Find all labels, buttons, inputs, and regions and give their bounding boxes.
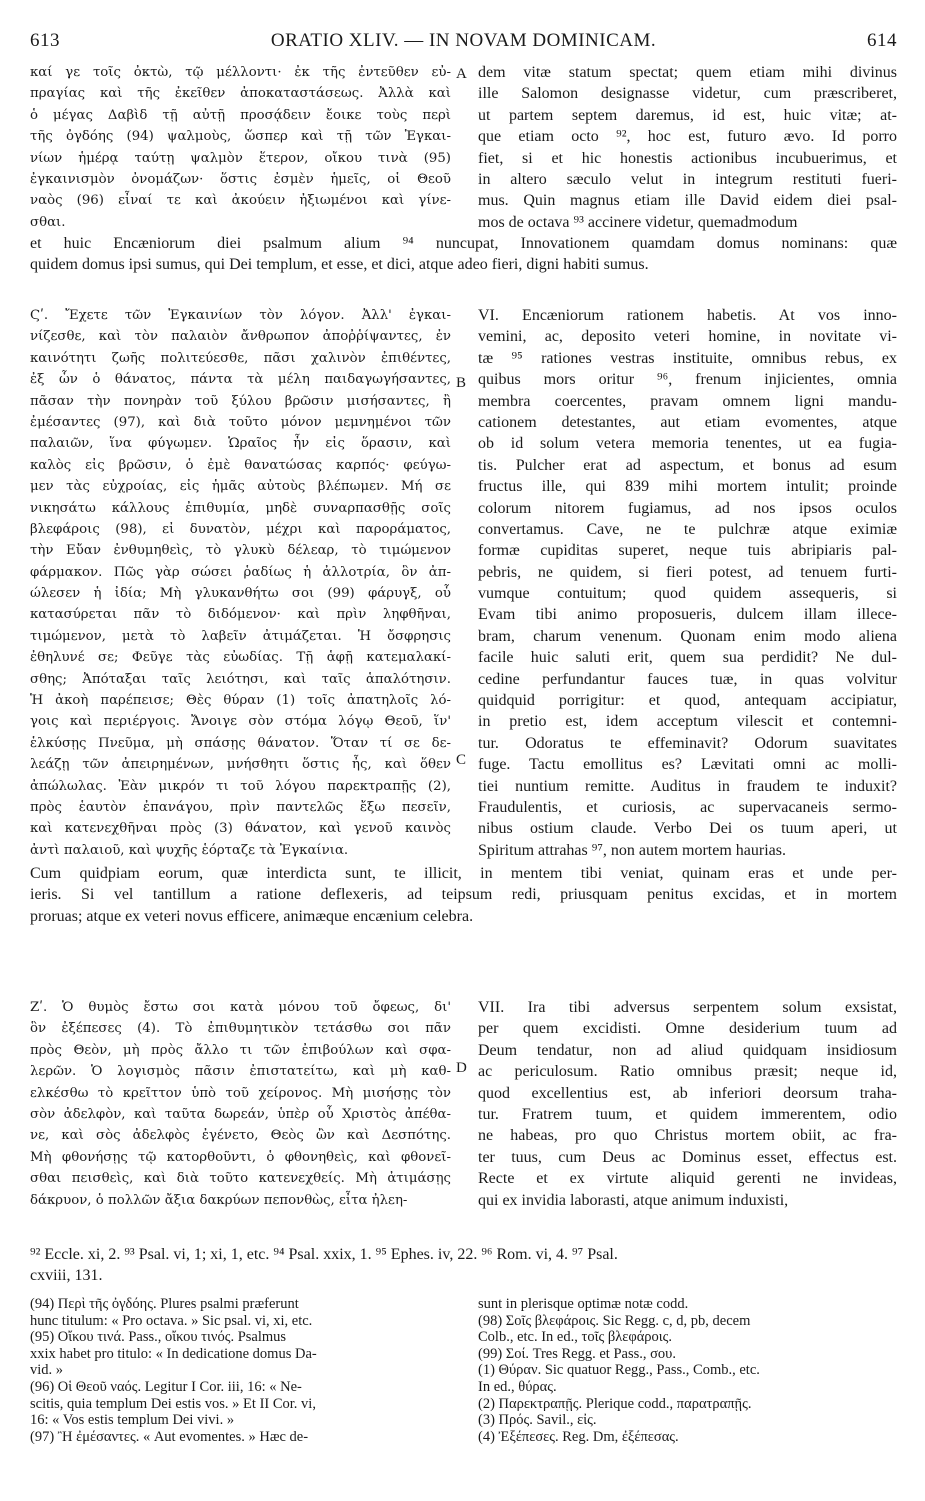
full-width-latin-block-1	[30, 233, 897, 276]
critical-note-line: xxix habet pro titulo: « In dedicatione domus Da-	[30, 1345, 317, 1362]
latin-text-line: fuge. Tactu emollitus es? Lævitati omni ac molli-	[478, 756, 897, 774]
latin-text-line: Evam tibi animo proposueris, dulcem illam illece-	[478, 606, 897, 624]
latin-text-line: colorum nitorem fugiamus, ad nos ipsos oculos	[478, 499, 897, 517]
scripture-reference-line: cxviii, 131.	[30, 1267, 103, 1284]
greek-text-line: σὸν ἀδελφὸν, καὶ ταῦτα δωρεάν, ὑπὲρ οὗ Χριστὸς ἀπέθα-	[30, 1106, 451, 1122]
greek-text-line: ἐξ ὧν ὁ θάνατος, πάντα τὰ μέλη παιδαγωγήσαντες,	[30, 372, 451, 388]
greek-text-line: πραγίας καὶ τῆς ἐκεῖθεν ἀποκαταστάσεως. Ἀλλὰ καὶ	[30, 86, 451, 102]
greek-text-line: λεάζῃ τῶν ἀπειρημένων, μνήσθητι ὅστις ἦς, καὶ ὅθεν	[30, 757, 451, 773]
page-number-right: 614	[867, 30, 897, 51]
critical-note-line: sunt in plerisque optimæ notæ codd.	[478, 1296, 689, 1312]
critical-notes-right	[478, 1296, 898, 1445]
latin-text-line: ut partem septem daremus, id est, huic vitæ; at-	[478, 106, 897, 124]
page-header	[30, 30, 897, 56]
full-width-latin-block-2	[30, 863, 897, 927]
latin-text-line: VI. Encæniorum rationem habetis. At vos inno-	[478, 307, 897, 324]
latin-text-line: mos de octava ⁹³ accinere videtur, quemadmodum	[478, 213, 798, 231]
greek-text-line: νε, καὶ σὸς ἀδελφὸς ἐγένετο, Θεὸς ὢν καὶ Δεσπότης.	[30, 1128, 451, 1144]
page-number-left: 613	[30, 30, 60, 51]
greek-text-line: ναὸς (96) εἶναί τε καὶ ἀκούειν ἠξιωμένοι καὶ γίνε-	[30, 193, 451, 209]
greek-text-line: τιμώμενον, μετὰ τὸ λαβεῖν ἀτιμάζεται. Ἡ ὄσφρησις	[30, 628, 451, 644]
greek-text-line: σθαι πεισθεὶς, καὶ διὰ τοῦτο κατενεχθείς. Μὴ ἀτιμάσῃς	[30, 1171, 451, 1187]
greek-text-line: φάρμακον. Πῶς γὰρ σώσει ῥαδίως ἡ ἀλλοτρία, ὃν ἀπ-	[30, 564, 451, 580]
greek-text-line: ἐθηλυνέ σε; Φεῦγε τὰς εὐωδίας. Τῇ ἁφῇ κατεμαλακί-	[30, 650, 451, 666]
latin-text-line: in pretio est, idem acceptum vilescit et contemni-	[478, 713, 897, 731]
critical-note-line: Colb., etc. In ed., τοῖς βλεφάροις.	[478, 1329, 673, 1346]
greek-text-line: καὶ κατενεχθῆναι πρὸς (3) θάνατον, καὶ γενοῦ καινὸς	[30, 821, 451, 837]
latin-text-line: quidem domus ipsi sumus, qui Dei templum, et esse, et dici, atque adeo fieri, digni habiti sumus.	[30, 256, 649, 274]
latin-text-line: ob id solum vetera memoria tenentes, ut ea fugia-	[478, 435, 897, 453]
greek-column-block-1	[30, 62, 451, 233]
greek-text-line: πᾶσαν τὴν πονηρὰν τοῦ ξύλου βρῶσιν μισήσαντες, ἢ	[30, 393, 451, 409]
latin-text-line: tis. Pulcher erat ad aspectum, et bonus ad esum	[478, 456, 897, 474]
greek-text-line: νικησάτω κάλλους ἐπιθυμία, μηδὲ συναρπασθῇς σοῖς	[30, 500, 451, 516]
latin-text-line: Recte et ex virtute aliquid gerenti ne invideas,	[478, 1170, 897, 1188]
greek-text-line: Ζʹ. Ὁ θυμὸς ἔστω σοι κατὰ μόνου τοῦ ὄφεως, δι'	[30, 1000, 451, 1015]
critical-note-line: hunc titulum: « Pro octava. » Sic psal. vi, xi, etc.	[30, 1312, 313, 1329]
latin-text-line: Deum tendatur, non ad aliud quidquam insidiosum	[478, 1041, 897, 1059]
greek-text-line: καί γε τοῖς ὀκτὼ, τῷ μέλλοντι· ἐκ τῆς ἐντεῦθεν εὐ-	[30, 65, 451, 80]
greek-text-line: γοις καὶ περιέργοις. Ἄνοιγε σὸν στόμα λόγῳ Θεοῦ, ἵν'	[30, 714, 451, 730]
greek-text-line: Ϛʹ. Ἔχετε τῶν Ἐγκαινίων τὸν λόγον. Ἀλλ' ἐγκαι-	[30, 308, 451, 323]
greek-text-line: σθαι.	[30, 214, 66, 230]
latin-text-line: Spiritum attrahas ⁹⁷, non autem mortem haurias.	[478, 841, 786, 859]
latin-text-line: que etiam octo ⁹², hoc est, futuro ævo. Id porro	[478, 128, 897, 146]
latin-text-line: membra coercentes, pravam omnem ligni mandu-	[478, 392, 897, 410]
latin-column-block-3	[478, 997, 897, 1211]
latin-text-line: tæ ⁹⁵ rationes vestras instituite, omnibus rebus, ex	[478, 349, 897, 367]
latin-text-line: formæ cupiditas superet, neque tuis abripiaris pal-	[478, 542, 897, 560]
critical-note-line: (2) Παρεκτραπῇς. Plerique codd., παρατραπῇς.	[478, 1395, 752, 1412]
critical-note-line: (4) Ἐξέπεσες. Reg. Dm, ἐξέπεσας.	[478, 1428, 679, 1445]
greek-text-line: ἀπώλωλας. Ἐὰν μικρόν τι τοῦ λόγου παρεκτραπῇς (2),	[30, 778, 451, 794]
latin-text-line: vemini, ac, deposito veteri homine, in novitate vi-	[478, 328, 897, 346]
greek-text-line: ἐμέσαντες (97), καὶ διὰ τοῦτο μόνον μεμνημένοι τῶν	[30, 414, 451, 430]
greek-text-line: ἐγκαινισμὸν ὀνομάζων· ὅστις ἐσμὲν ἡμεῖς, οἱ Θεοῦ	[30, 171, 451, 187]
latin-text-line: cedine perfundantur fauces tuæ, in quas volvitur	[478, 670, 897, 688]
latin-text-line: quod excellentius est, ab inferiori deorsum traha-	[478, 1084, 897, 1102]
latin-text-line: Cum quidpiam eorum, quæ interdicta sunt, te illicit, in mentem tibi veniat, quinam eras et unde per-	[30, 865, 897, 882]
greek-text-line: ώλεσεν ἡ ἰδία; Μὴ γλυκανθήτω σοι (99) φάρυγξ, οὗ	[30, 586, 451, 602]
latin-text-line: bram, charum venenum. Quonam enim modo aliena	[478, 627, 897, 645]
latin-text-line: qui ex invidia laborasti, atque animum induxisti,	[478, 1191, 789, 1209]
scripture-references	[30, 1244, 897, 1286]
latin-text-line: ne habeas, pro quo Christus mortem obiit, ac fra-	[478, 1127, 897, 1145]
greek-text-line: δάκρυον, ὁ πολλῶν ἄξια δακρύων πεπονθὼς, εἶτα ἠλεη-	[30, 1192, 408, 1208]
greek-text-line: τὴν Εὔαν ἐνθυμηθεὶς, τὸ γλυκὺ δέλεαρ, τὸ τιμώμενον	[30, 543, 451, 559]
greek-text-line: ελκέσθω τὸ κρεῖττον ὑπὸ τοῦ χείρονος. Μὴ μισήσῃς τὸν	[30, 1085, 451, 1101]
latin-text-line: et huic Encæniorum diei psalmum alium ⁹⁴ nuncupat, Innovationem quamdam domus nominans: quæ	[30, 235, 897, 252]
latin-text-line: fiet, si et hic honestis actionibus incubuerimus, et	[478, 149, 897, 167]
critical-note-line: (94) Περὶ τῆς ὀγδόης. Plures psalmi præferunt	[30, 1296, 299, 1312]
latin-text-line: dem vitæ statum spectat; quem etiam mihi divinus	[478, 64, 897, 81]
critical-note-line: 16: « Vos estis templum Dei vivi. »	[30, 1412, 235, 1429]
critical-note-line: In ed., θύρας.	[478, 1378, 557, 1395]
greek-text-line: Μὴ φθονήσῃς τῷ κατορθοῦντι, ὁ φθονηθεὶς, καὶ φθονεῖ-	[30, 1149, 451, 1165]
latin-text-line: ter tuus, cum Deus ac Dominus esset, effectus est.	[478, 1148, 897, 1166]
greek-text-line: μεν τὰς εὐχροίας, εἰς ἡμᾶς αὐτοὺς βλέπωμεν. Μή σε	[30, 479, 451, 495]
greek-text-line: πρὸς Θεὸν, μὴ πρὸς ἄλλο τι τῶν ἐπιβούλων καὶ σφα-	[30, 1042, 451, 1058]
latin-text-line: convertamus. Cave, ne te pulchræ atque eximiæ	[478, 520, 897, 538]
critical-note-line: (97) Ἢ ἐμέσαντες. « Aut evomentes. » Hæc de-	[30, 1428, 309, 1445]
critical-note-line: scitis, quia templum Dei estis vos. » Et II Cor. vi,	[30, 1395, 316, 1412]
greek-column-block-3	[30, 997, 451, 1211]
latin-text-line: in altero sæculo velut in integrum restituti fueri-	[478, 170, 897, 188]
latin-text-line: quidquid porrigitur: et quod, antequam accipiatur,	[478, 692, 897, 710]
latin-text-line: proruas; atque ex veteri novus efficere, animæque encænium celebra.	[30, 907, 474, 925]
critical-note-line: (98) Σοῖς βλεφάροις. Sic Regg. c, d, pb, decem	[478, 1312, 751, 1329]
margin-marker-d: D	[456, 1060, 467, 1076]
greek-text-line: καλὸς εἰς βρῶσιν, ὁ ἐμὲ θανατώσας καρπός· φεύγω-	[30, 457, 451, 473]
latin-text-line: ieris. Si vel tantillum a ratione deflexeris, ad teipsum redi, priusquam penitus excidas, et in mortem	[30, 886, 897, 904]
latin-text-line: per quem excidisti. Omne desiderium tuum ad	[478, 1020, 897, 1038]
latin-text-line: nibus ostium claude. Verbo Dei os tuum aperi, ut	[478, 820, 897, 838]
latin-text-line: vumque contuitum; quod quidem assequeris, si	[478, 585, 897, 603]
greek-text-line: λερῶν. Ὁ λογισμὸς πᾶσιν ἐπιστατείτω, καὶ μὴ καθ-	[30, 1064, 451, 1080]
latin-text-line: tur. Odoratus te effeminavit? Odorum suavitates	[478, 734, 897, 752]
latin-text-line: ac periculosum. Ratio omnibus præsit; neque id,	[478, 1063, 897, 1081]
critical-note-line: (95) Οἴκου τινά. Pass., οἴκου τινός. Psalmus	[30, 1329, 287, 1346]
latin-text-line: tiei nuntium remitte. Auditus in fraudem te induxit?	[478, 777, 897, 795]
greek-text-line: νίζεσθε, καὶ τὸν παλαιὸν ἄνθρωπον ἀποῤῥίψαντες, ἐν	[30, 329, 451, 345]
greek-text-line: ἀντὶ παλαιοῦ, καὶ ψυχῆς ἑόρταζε τὰ Ἐγκαίνια.	[30, 842, 349, 858]
greek-text-line: ἑλκύσῃς Πνεῦμα, μὴ σπάσῃς θάνατον. Ὅταν τί σε δε-	[30, 735, 451, 751]
latin-text-line: tur. Fratrem tuum, et quidem immerentem, odio	[478, 1105, 897, 1123]
margin-marker-b: B	[456, 375, 467, 391]
latin-text-line: cationem detestantes, aut etiam evomentes, atque	[478, 413, 897, 431]
critical-notes-left	[30, 1296, 450, 1445]
latin-text-line: quibus mors oritur ⁹⁶, frenum injicientes, omnia	[478, 371, 897, 389]
greek-text-line: Ἡ ἀκοὴ παρέπεισε; Θὲς θύραν (1) τοῖς ἀπατηλοῖς λό-	[30, 693, 451, 709]
greek-column-block-2	[30, 305, 451, 861]
latin-text-line: VII. Ira tibi adversus serpentem solum exsistat,	[478, 999, 897, 1016]
scripture-reference-line: ⁹² Eccle. xi, 2. ⁹³ Psal. vi, 1; xi, 1, etc. ⁹⁴ Psal. xxix, 1. ⁹⁵ Ephes. iv, 22. ⁹⁶ Rom. vi, 4. ⁹⁷ Psal.	[30, 1246, 618, 1263]
latin-column-block-1	[478, 62, 897, 233]
latin-column-block-2	[478, 305, 897, 861]
running-title: ORATIO XLIV. — IN NOVAM DOMINICAM.	[270, 30, 657, 51]
critical-note-line: (99) Σοί. Tres Regg. et Pass., σου.	[478, 1345, 676, 1362]
greek-text-line: βλεφάροις (98), εἰ δυνατὸν, μέχρι καὶ παροράματος,	[30, 521, 451, 537]
greek-text-line: καινότητι ζωῆς πολιτεύεσθε, πᾶσι χαλινὸν ἐπιθέντες,	[30, 350, 451, 366]
greek-text-line: νίων ἡμέρᾳ ταύτῃ ψαλμὸν ἕτερον, οἴκου τινὰ (95)	[30, 150, 451, 166]
critical-note-line: vid. »	[30, 1362, 64, 1379]
latin-text-line: fructus ille, qui 839 mihi mortem intulit; proinde	[478, 478, 897, 496]
critical-note-line: (96) Οἱ Θεοῦ ναός. Legitur I Cor. iii, 16: « Ne-	[30, 1378, 302, 1395]
critical-note-line: (1) Θύραν. Sic quatuor Regg., Pass., Comb., etc.	[478, 1362, 760, 1379]
latin-text-line: ille Salomon designasse videtur, cum præscriberet,	[478, 85, 897, 103]
latin-text-line: mus. Quin magnus etiam ille David eidem diei psal-	[478, 192, 897, 210]
latin-text-line: facile huic saluti erit, quem sua perdidit? Ne dul-	[478, 649, 897, 667]
latin-text-line: pebris, ne quidem, si fieri potest, ad tenuem furti-	[478, 563, 897, 581]
greek-text-line: κατασύρεται πᾶν τὸ διδόμενον· καὶ πρὶν ληφθῆναι,	[30, 607, 451, 623]
critical-note-line: (3) Πρός. Savil., εἰς.	[478, 1412, 597, 1429]
greek-text-line: πρὸς ἑαυτὸν ἐπανάγου, πρὶν παντελῶς ἔξω πεσεῖν,	[30, 799, 451, 815]
greek-text-line: παλαιῶν, ἵνα φύγωμεν. Ὡραῖος ἦν εἰς ὅρασιν, καὶ	[30, 436, 451, 452]
greek-text-line: ὃν ἐξέπεσες (4). Τὸ ἐπιθυμητικὸν τετάσθω σοι πᾶν	[30, 1021, 451, 1037]
greek-text-line: τῆς ὀγδόης (94) ψαλμοὺς, ὥσπερ καὶ τῇ τῶν Ἐγκαι-	[30, 129, 451, 145]
greek-text-line: σθης; Ἀπόταξαι ταῖς λειότησι, καὶ ταῖς ἁπαλότησιν.	[30, 671, 451, 687]
margin-marker-a: A	[456, 66, 467, 82]
margin-marker-c: C	[456, 752, 467, 768]
latin-text-line: Fraudulentis, et curiosis, ac supervacaneis sermo-	[478, 798, 897, 816]
greek-text-line: ὁ μέγας Δαβὶδ τῇ αὐτῇ προσᾴδειν ἔοικε τοὺς περὶ	[30, 107, 451, 123]
